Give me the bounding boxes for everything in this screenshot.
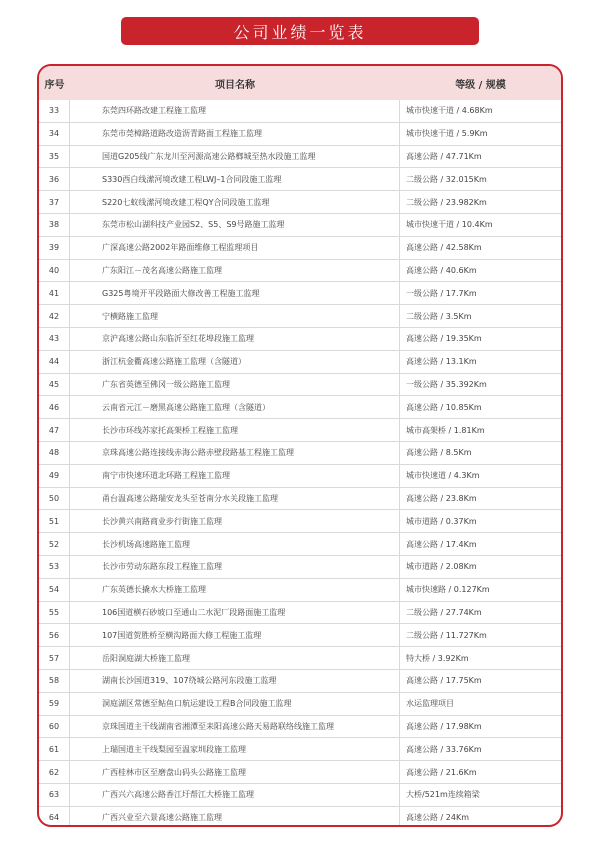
serial-cell: 36 <box>39 168 70 190</box>
table-row <box>39 579 561 602</box>
project-name-cell: 洞庭湖区常德至鲇鱼口航运建设工程B合同段施工监理 <box>70 693 400 715</box>
project-name-cell: 广西兴六高速公路香江圩帮江大桥施工监理 <box>70 784 400 806</box>
table-row <box>39 761 561 784</box>
serial-cell: 52 <box>39 533 70 555</box>
grade-scale-cell: 高速公路 / 17.4Km <box>406 539 477 549</box>
grade-scale-cell: 水运监理项目 <box>406 699 454 709</box>
project-name-cell: 国道G205线广东龙川至河源高速公路榔城至热水段施工监理 <box>70 146 400 168</box>
table-row <box>39 305 561 328</box>
grade-scale-cell: 一级公路 / 35.392Km <box>406 379 487 389</box>
project-name-cell: 宁横路施工监理 <box>70 305 400 327</box>
serial-cell: 56 <box>39 624 70 646</box>
grade-scale-cell: 高速公路 / 33.76Km <box>406 744 482 754</box>
table-row <box>39 191 561 214</box>
serial-cell: 61 <box>39 738 70 760</box>
serial-cell: 54 <box>39 579 70 601</box>
grade-scale-cell: 高速公路 / 23.8Km <box>406 493 477 503</box>
table-row <box>39 328 561 351</box>
project-name-cell: 东莞市莞樟路道路改造沥青路面工程施工监理 <box>70 123 400 145</box>
grade-scale-cell: 特大桥 / 3.92Km <box>406 653 469 663</box>
project-name-cell: 京珠国道主干线湖南省湘潭至耒阳高速公路天易路联络线施工监理 <box>70 716 400 738</box>
project-name-cell: G325粤境开平段路面大修改善工程施工监理 <box>70 282 400 304</box>
grade-scale-cell: 二级公路 / 3.5Km <box>406 311 472 321</box>
project-name-cell: 广西桂林市区至磨盘山码头公路施工监理 <box>70 761 400 783</box>
grade-scale-cell: 高速公路 / 24Km <box>406 813 469 823</box>
grade-scale-cell: 大桥/521m连续箱梁 <box>406 790 480 800</box>
serial-cell: 64 <box>39 807 70 827</box>
serial-cell: 38 <box>39 214 70 236</box>
project-name-cell: 东莞四环路改建工程施工监理 <box>70 100 400 122</box>
table-row <box>39 396 561 419</box>
table-row <box>39 488 561 511</box>
grade-scale-cell: 一级公路 / 17.7Km <box>406 288 477 298</box>
serial-cell: 35 <box>39 146 70 168</box>
serial-cell: 58 <box>39 670 70 692</box>
grade-scale-cell: 城市高架桥 / 1.81Km <box>406 425 485 435</box>
project-name-cell: 岳阳洞庭湖大桥施工监理 <box>70 647 400 669</box>
project-name-cell: 长沙黄兴南路商业步行街施工监理 <box>70 510 400 532</box>
table-row <box>39 533 561 556</box>
project-name-cell: 长沙市劳动东路东段工程施工监理 <box>70 556 400 578</box>
grade-scale-cell: 二级公路 / 23.982Km <box>406 197 487 207</box>
grade-scale-cell: 城市道路 / 0.37Km <box>406 516 477 526</box>
grade-scale-cell: 高速公路 / 8.5Km <box>406 448 472 458</box>
grade-scale-cell: 高速公路 / 10.85Km <box>406 402 482 412</box>
table-row <box>39 214 561 237</box>
table-row <box>39 100 561 123</box>
grade-scale-cell: 高速公路 / 40.6Km <box>406 265 477 275</box>
serial-cell: 47 <box>39 419 70 441</box>
grade-scale-cell: 城市快速干道 / 10.4Km <box>406 220 493 230</box>
serial-cell: 63 <box>39 784 70 806</box>
project-name-cell: 云南省元江－磨黑高速公路施工监理（含隧道） <box>70 396 400 418</box>
project-name-cell: 上瑞国道主干线梨园至温家圳段施工监理 <box>70 738 400 760</box>
table-row <box>39 556 561 579</box>
grade-scale-cell: 城市快速道 / 4.3Km <box>406 471 480 481</box>
table-row <box>39 282 561 305</box>
header-project-name: 项目名称 <box>215 79 255 91</box>
project-name-cell: 东莞市松山湖科技产业园S2、S5、S9号路施工监理 <box>70 214 400 236</box>
project-name-cell: 广东阳江－茂名高速公路施工监理 <box>70 260 400 282</box>
table-row <box>39 146 561 169</box>
table-row <box>39 237 561 260</box>
project-name-cell: 106国道横石砂坡口至通山二水泥厂段路面施工监理 <box>70 602 400 624</box>
project-name-cell: 京珠高速公路连接线赤海公路赤壁段路基工程施工监理 <box>70 442 400 464</box>
serial-cell: 57 <box>39 647 70 669</box>
grade-scale-cell: 城市快速路 / 0.127Km <box>406 585 490 595</box>
serial-cell: 46 <box>39 396 70 418</box>
table-row <box>39 168 561 191</box>
serial-cell: 51 <box>39 510 70 532</box>
table-row <box>39 693 561 716</box>
serial-cell: 59 <box>39 693 70 715</box>
page-title: 公司业绩一览表 <box>233 22 367 42</box>
serial-cell: 37 <box>39 191 70 213</box>
table-row <box>39 374 561 397</box>
serial-cell: 48 <box>39 442 70 464</box>
table-row <box>39 784 561 807</box>
grade-scale-cell: 二级公路 / 27.74Km <box>406 607 482 617</box>
project-name-cell: 浙江杭金衢高速公路施工监理（含隧道） <box>70 351 400 373</box>
serial-cell: 43 <box>39 328 70 350</box>
project-name-cell: S330酉白线潆河境改建工程LWJ–1合同段施工监理 <box>70 168 400 190</box>
grade-scale-cell: 高速公路 / 47.71Km <box>406 151 482 161</box>
table-row <box>39 647 561 670</box>
serial-cell: 53 <box>39 556 70 578</box>
grade-scale-cell: 高速公路 / 21.6Km <box>406 767 477 777</box>
serial-cell: 62 <box>39 761 70 783</box>
table-row <box>39 123 561 146</box>
table-row <box>39 260 561 283</box>
grade-scale-cell: 高速公路 / 17.75Km <box>406 676 482 686</box>
project-name-cell: 长沙市环线苏家托高架桥工程施工监理 <box>70 419 400 441</box>
title-banner <box>121 17 479 45</box>
serial-cell: 40 <box>39 260 70 282</box>
project-name-cell: 广西兴业至六景高速公路施工监理 <box>70 807 400 827</box>
project-name-cell: 广深高速公路2002年路面维修工程监理项目 <box>70 237 400 259</box>
grade-scale-cell: 高速公路 / 13.1Km <box>406 357 477 367</box>
table-body <box>39 100 561 827</box>
table-row <box>39 510 561 533</box>
grade-scale-cell: 城市道路 / 2.08Km <box>406 562 477 572</box>
table-row <box>39 624 561 647</box>
table-row <box>39 465 561 488</box>
serial-cell: 45 <box>39 374 70 396</box>
project-name-cell: 京沪高速公路山东临沂至红花埠段施工监理 <box>70 328 400 350</box>
table-row <box>39 738 561 761</box>
header-serial: 序号 <box>44 79 65 91</box>
serial-cell: 41 <box>39 282 70 304</box>
serial-cell: 34 <box>39 123 70 145</box>
project-name-cell: S220七蚁线潆河境改建工程QY合同段施工监理 <box>70 191 400 213</box>
table-row <box>39 602 561 625</box>
grade-scale-cell: 城市快速干道 / 5.9Km <box>406 129 488 139</box>
table-row <box>39 442 561 465</box>
table-row <box>39 716 561 739</box>
serial-cell: 55 <box>39 602 70 624</box>
serial-cell: 39 <box>39 237 70 259</box>
grade-scale-cell: 高速公路 / 17.98Km <box>406 721 482 731</box>
table-row <box>39 419 561 442</box>
grade-scale-cell: 高速公路 / 42.58Km <box>406 243 482 253</box>
table-row <box>39 670 561 693</box>
serial-cell: 42 <box>39 305 70 327</box>
table-row <box>39 351 561 374</box>
project-name-cell: 广东省英德至佛冈一级公路施工监理 <box>70 374 400 396</box>
table-row <box>39 807 561 827</box>
project-name-cell: 湖南长沙国道319、107绕城公路河东段施工监理 <box>70 670 400 692</box>
serial-cell: 50 <box>39 488 70 510</box>
grade-scale-cell: 高速公路 / 19.35Km <box>406 334 482 344</box>
project-name-cell: 107国道贺胜桥至横沟路面大修工程施工监理 <box>70 624 400 646</box>
grade-scale-cell: 二级公路 / 11.727Km <box>406 630 487 640</box>
serial-cell: 60 <box>39 716 70 738</box>
project-name-cell: 长沙机场高速路施工监理 <box>70 533 400 555</box>
performance-table <box>37 64 563 827</box>
grade-scale-cell: 城市快速干道 / 4.68Km <box>406 106 493 116</box>
project-name-cell: 广东英德长撬水大桥施工监理 <box>70 579 400 601</box>
table-header <box>39 66 561 100</box>
project-name-cell: 南宁市快速环道北环路工程施工监理 <box>70 465 400 487</box>
grade-scale-cell: 二级公路 / 32.015Km <box>406 174 487 184</box>
serial-cell: 33 <box>39 100 70 122</box>
header-grade-scale: 等级 / 规模 <box>455 79 506 91</box>
serial-cell: 44 <box>39 351 70 373</box>
project-name-cell: 甬台温高速公路瑞安龙头至苍南分水关段施工监理 <box>70 488 400 510</box>
serial-cell: 49 <box>39 465 70 487</box>
